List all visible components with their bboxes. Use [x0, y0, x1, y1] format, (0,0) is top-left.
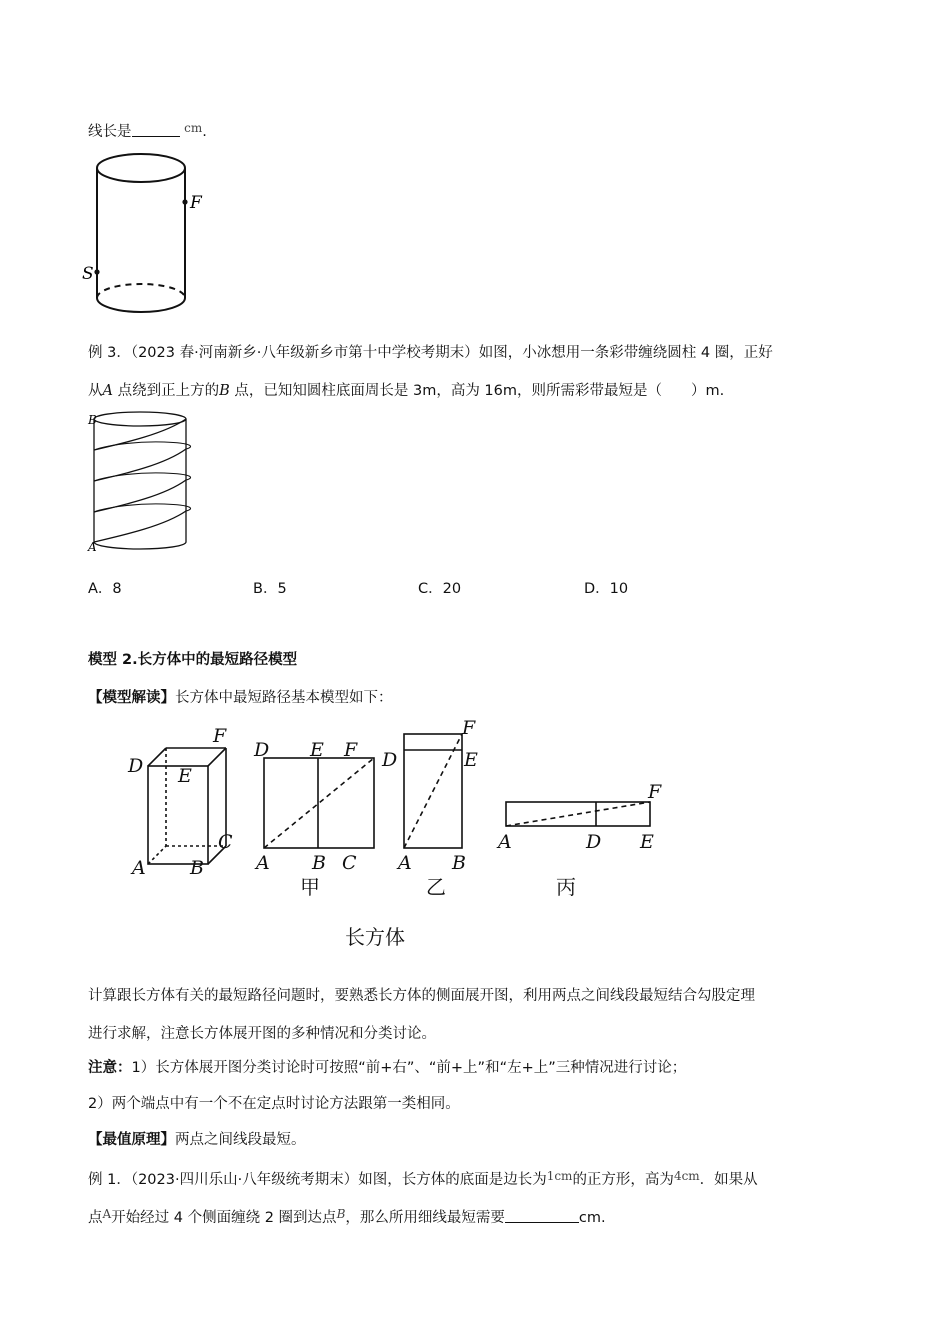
unit-cm: cm: [184, 121, 203, 135]
box-label-e2: E: [310, 739, 324, 761]
label-f: F: [190, 193, 202, 213]
option-d[interactable]: D．10: [584, 581, 629, 597]
principle-tag: 【最值原理】: [88, 1132, 175, 1148]
principle: 【最值原理】两点之间线段最短。: [88, 1132, 306, 1148]
box-label-f3: F: [462, 717, 476, 739]
point-a-ex1: A: [102, 1207, 112, 1221]
example1-line1: 例 1．（2023·四川乐山·八年级统考期末）如图，长方体的底面是边长为$^{1cm}$的正方形，高为$^{4cm}$．如果从: [88, 1169, 758, 1188]
option-b[interactable]: B．5: [253, 581, 287, 597]
reading-tag: 【模型解读】: [88, 690, 175, 706]
model2-title: 模型 2.长方体中的最短路径模型: [88, 652, 298, 668]
box-label-e3: E: [464, 749, 478, 771]
label-s: S: [82, 264, 94, 284]
box-label-f2: F: [344, 739, 358, 761]
point-b: B: [219, 383, 230, 399]
box-label-d1: D: [128, 755, 144, 777]
box-label-e1: E: [178, 765, 192, 787]
para1-line2: 进行求解，注意长方体展开图的多种情况和分类讨论。: [88, 1026, 436, 1042]
figure-caption: 长方体: [345, 925, 405, 949]
box-label-c1: C: [218, 831, 233, 853]
example3-line2: 从A 点绕到正上方的B 点，已知知圆柱底面周长是 3m，高为 16m，则所需彩带最短是（ ）m.: [88, 383, 725, 399]
box-label-a1: A: [132, 857, 146, 879]
box-label-f1: F: [213, 725, 227, 747]
panel-label-yi: 乙: [426, 875, 446, 899]
box-label-d2: D: [254, 739, 270, 761]
model-reading: 【模型解读】长方体中最短路径基本模型如下：: [88, 690, 393, 706]
unit-4cm: 4cm: [673, 1169, 700, 1183]
unit-1cm: 1cm: [546, 1169, 573, 1183]
box-label-d4: D: [586, 831, 602, 853]
box-label-b3: B: [452, 852, 466, 874]
point-b-ex1: B: [336, 1207, 346, 1221]
box-label-f4: F: [648, 781, 662, 803]
text-prefix: 线长是: [88, 124, 132, 140]
box-label-a2: A: [256, 852, 270, 874]
label-a: A: [88, 540, 97, 554]
label-b: B: [88, 413, 97, 427]
panel-label-jia: 甲: [300, 875, 320, 899]
option-a[interactable]: A．8: [88, 581, 122, 597]
answer-line-prev: [88, 118, 207, 142]
box-label-d3: D: [382, 749, 398, 771]
box-label-c2: C: [342, 852, 357, 874]
box-label-b1: B: [190, 857, 204, 879]
para1-line1: 计算跟长方体有关的最短路径问题时，要熟悉长方体的侧面展开图，利用两点之间线段最短结合勾股定理: [88, 988, 755, 1004]
note1: 注意：1）长方体展开图分类讨论时可按照“前+右”、“前+上”和“左+上”三种情况进行讨论；: [88, 1060, 687, 1076]
box-label-e4: E: [640, 831, 654, 853]
box-label-a4: A: [498, 831, 512, 853]
spiral-cylinder-figure: [84, 408, 204, 554]
text-suffix: .: [202, 124, 207, 140]
point-a: A: [102, 383, 113, 399]
cylinder-figure-sf: [80, 148, 220, 320]
answer-blank: [132, 122, 180, 137]
panel-label-bing: 丙: [556, 875, 576, 899]
note-tag: 注意：: [88, 1060, 132, 1076]
example1-line2: 点$^A$开始经过 4 个侧面缠绕 2 圈到达点$^B$，那么所用细线最短需要 cm.: [88, 1207, 606, 1226]
cuboid-figure: [120, 712, 700, 956]
box-label-b2: B: [312, 852, 326, 874]
note2: 2）两个端点中有一个不在定点时讨论方法跟第一类相同。: [88, 1096, 460, 1112]
box-label-a3: A: [398, 852, 412, 874]
answer-blank-ex1: [505, 1208, 579, 1223]
option-c[interactable]: C．20: [418, 581, 462, 597]
example3-line1: 例 3．（2023 春·河南新乡·八年级新乡市第十中学校考期末）如图，小冰想用一条彩带缠绕圆柱 4 圈，正好: [88, 345, 773, 361]
